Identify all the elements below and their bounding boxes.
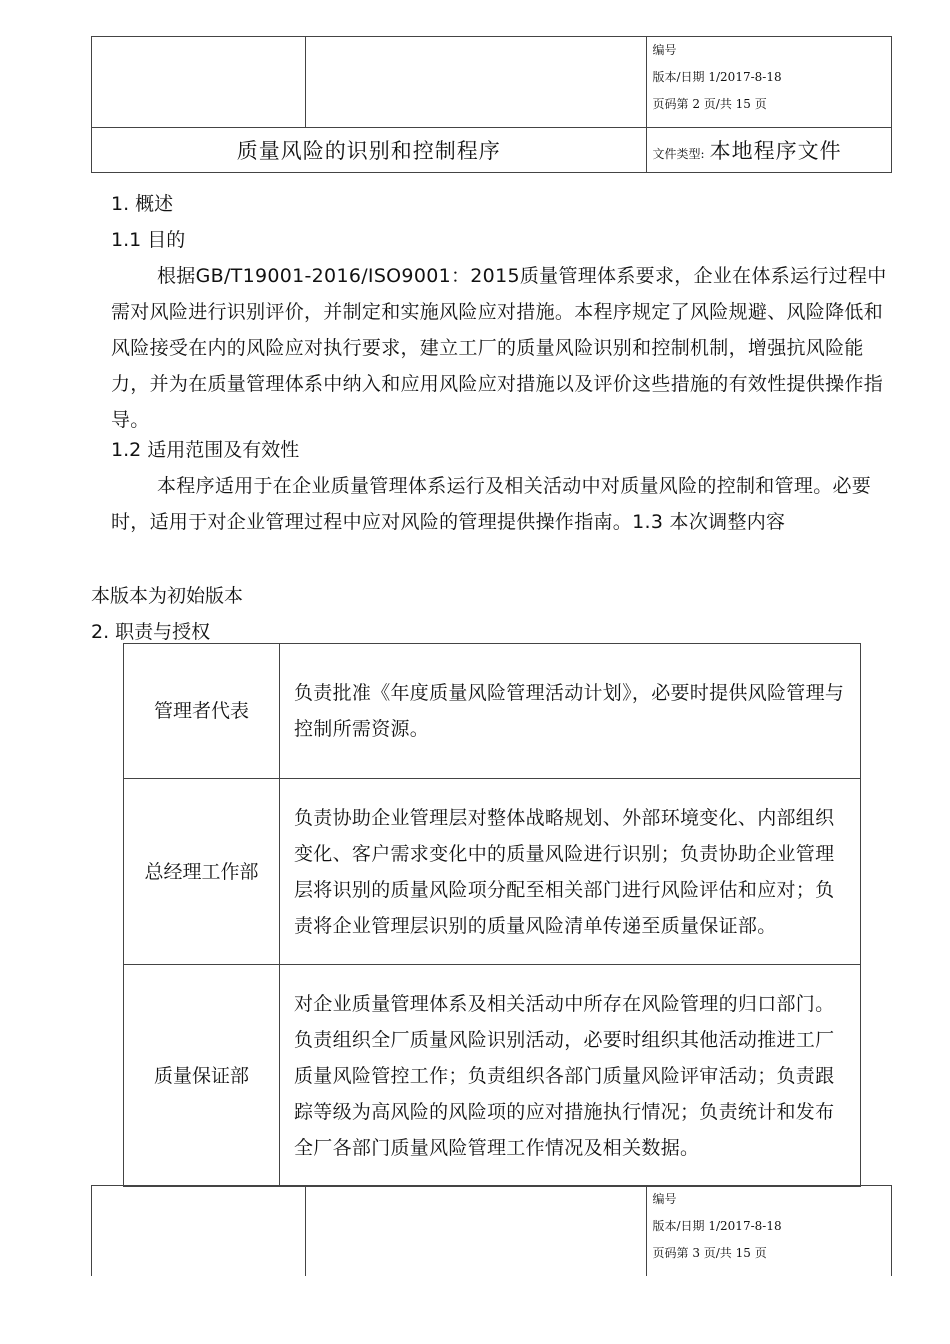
blank-cell <box>306 37 646 128</box>
description-cell: 负责协助企业管理层对整体战略规划、外部环境变化、内部组织变化、客户需求变化中的质量风险进行识别；负责协助企业管理层将识别的质量风险项分配至相关部门进行风险评估和应对；负责将企业管理层识别的质量风险清单传递至质量保证部。 <box>280 779 861 965</box>
responsibility-table <box>123 643 861 1187</box>
file-type-label: 文件类型: <box>652 147 705 161</box>
section-1-1-heading: 1.1 目的 <box>111 229 186 251</box>
blank-cell <box>306 1186 646 1277</box>
file-type-value: 本地程序文件 <box>709 139 842 163</box>
doc-page-number: 页码第 2 页/共 15 页 <box>652 97 767 111</box>
table-row <box>124 965 861 1187</box>
section-1-1-paragraph: 根据GB/T19001-2016/ISO9001：2015质量管理体系要求，企业在体系运行过程中需对风险进行识别评价，并制定和实施风险应对措施。本程序规定了风险规避、风险降低和风险接受在内的风险应对执行要求，建立工厂的质量风险识别和控制机制，增强抗风险能力，并为在质量管理体系中纳入和应用风险应对措施以及评价这些措施的有效性提供操作指导。 <box>111 265 887 431</box>
file-type-cell <box>646 128 891 173</box>
doc-version: 版本/日期 1/2017-8-18 <box>652 70 782 84</box>
meta-cell <box>646 37 891 128</box>
logo-cell <box>92 37 306 128</box>
table-row <box>124 644 861 779</box>
meta-cell <box>646 1186 892 1277</box>
page-header-bottom <box>91 1185 892 1276</box>
doc-page-number: 页码第 3 页/共 15 页 <box>652 1246 767 1260</box>
role-cell: 总经理工作部 <box>124 779 280 965</box>
doc-code-label: 编号 <box>652 1192 677 1206</box>
description-cell: 负责批准《年度质量风险管理活动计划》，必要时提供风险管理与控制所需资源。 <box>280 644 861 779</box>
doc-version: 版本/日期 1/2017-8-18 <box>652 1219 782 1233</box>
description-cell: 对企业质量管理体系及相关活动中所存在风险管理的归口部门。负责组织全厂质量风险识别活动，必要时组织其他活动推进工厂质量风险管控工作；负责组织各部门质量风险评审活动；负责跟踪等级为高风险的风险项的应对措施执行情况；负责统计和发布全厂各部门质量风险管理工作情况及相关数据。 <box>280 965 861 1187</box>
document-title: 质量风险的识别和控制程序 <box>92 128 647 173</box>
section-1-2-heading: 1.2 适用范围及有效性 <box>111 439 300 461</box>
section-2-heading: 2. 职责与授权 <box>91 621 211 643</box>
doc-code-label: 编号 <box>652 43 677 57</box>
section-1-heading: 1. 概述 <box>111 193 174 215</box>
table-row <box>124 779 861 965</box>
role-cell: 管理者代表 <box>124 644 280 779</box>
section-1-2-paragraph: 本程序适用于在企业质量管理体系运行及相关活动中对质量风险的控制和管理。必要时，适用于对企业管理过程中应对风险的管理提供操作指南。1.3 本次调整内容 <box>111 475 872 533</box>
section-1-3-text: 本版本为初始版本 <box>91 585 244 607</box>
logo-cell <box>92 1186 306 1277</box>
page-header-top <box>91 36 892 173</box>
role-cell: 质量保证部 <box>124 965 280 1187</box>
